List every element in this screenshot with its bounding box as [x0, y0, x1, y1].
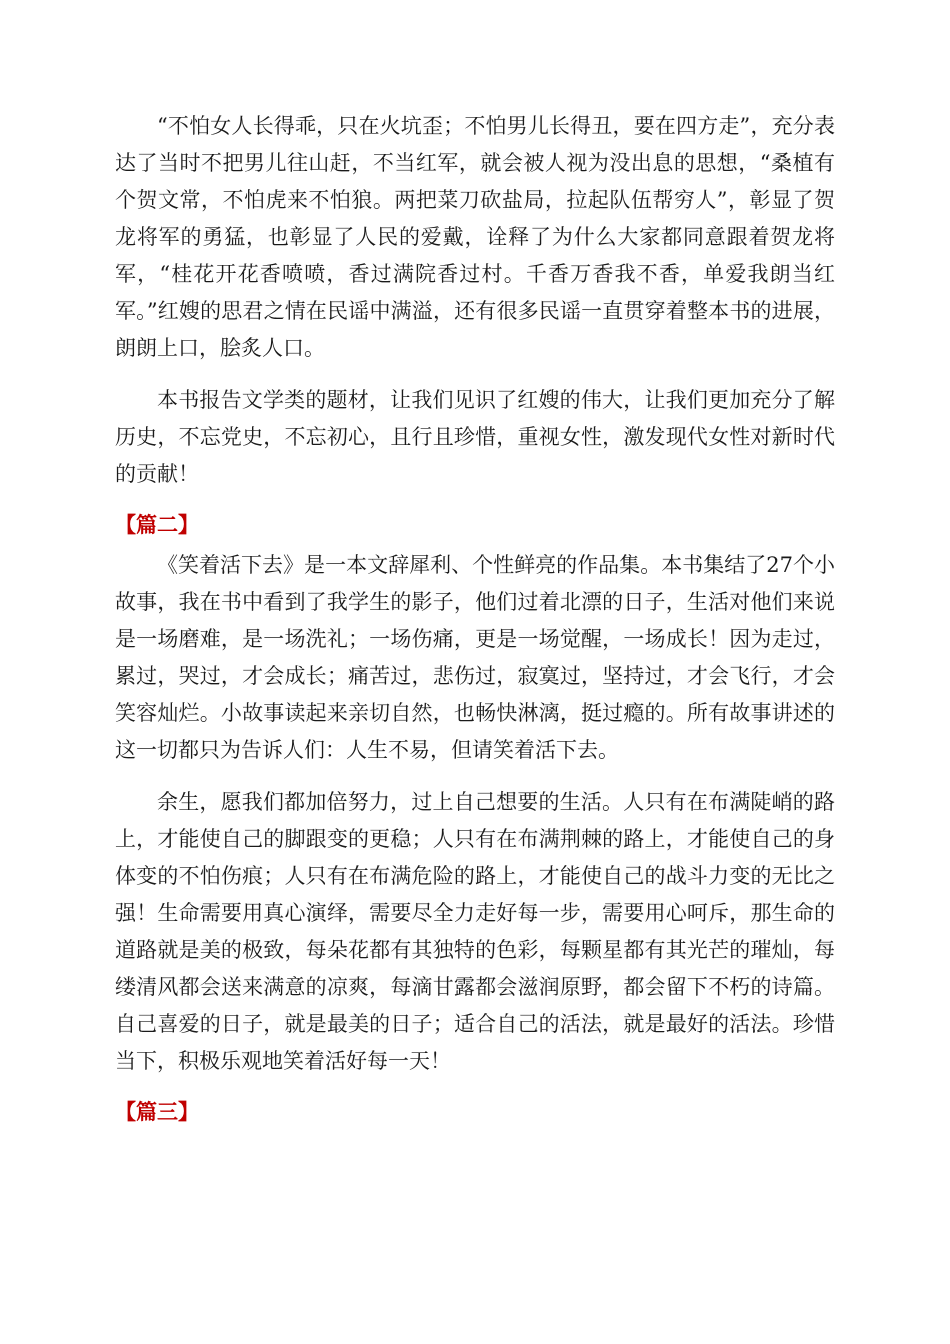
paragraph-folk-songs: “不怕女人长得乖，只在火坑歪；不怕男儿长得丑，要在四方走”，充分表达了当时不把男儿往山赶，不当红军，就会被人视为没出息的思想，“桑植有个贺文常，不怕虎来不怕狼。两把菜刀砍盐局，拉起队伍帮穷人”，彰显了贺龙将军的勇猛，也彰显了人民的爱戴，诠释了为什么大家都同意跟着贺龙将军，“桂花开花香喷喷，香过满院香过村。千香万香我不香，单爱我朗当红军。”红嫂的思君之情在民谣中满溢，还有很多民谣一直贯穿着整本书的进展，朗朗上口，脍炙人口。 [115, 114, 835, 360]
section-heading-two: 【篇二】 [115, 513, 199, 537]
paragraph-book-summary: 本书报告文学类的题材，让我们见识了红嫂的伟大，让我们更加充分了解历史，不忘党史，不忘初心，且行且珍惜，重视女性，激发现代女性对新时代的贡献！ [115, 388, 835, 486]
section-heading-three: 【篇三】 [115, 1100, 199, 1124]
paragraph-book-intro: 《笑着活下去》是一本文辞犀利、个性鲜亮的作品集。本书集结了27个小故事，我在书中看到了我学生的影子，他们过着北漂的日子，生活对他们来说是一场磨难，是一场洗礼；一场伤痛，更是一场觉醒，一场成长！因为走过，累过，哭过，才会成长；痛苦过，悲伤过，寂寞过，坚持过，才会飞行，才会笑容灿烂。小故事读起来亲切自然，也畅快淋漓，挺过瘾的。所有故事讲述的这一切都只为告诉人们：人生不易，但请笑着活下去。 [115, 553, 835, 762]
paragraph-life-reflection: 余生，愿我们都加倍努力，过上自己想要的生活。人只有在布满陡峭的路上，才能使自己的脚跟变的更稳；人只有在布满荆棘的路上，才能使自己的身体变的不怕伤痕；人只有在布满危险的路上，才能使自己的战斗力变的无比之强！生命需要用真心演绎，需要尽全力走好每一步，需要用心呵斥，那生命的道路就是美的极致，每朵花都有其独特的色彩，每颗星都有其光芒的璀灿，每缕清风都会送来满意的凉爽，每滴甘露都会滋润原野，都会留下不朽的诗篇。自己喜爱的日子，就是最美的日子；适合自己的活法，就是最好的活法。珍惜当下，积极乐观地笑着活好每一天！ [115, 790, 835, 1073]
